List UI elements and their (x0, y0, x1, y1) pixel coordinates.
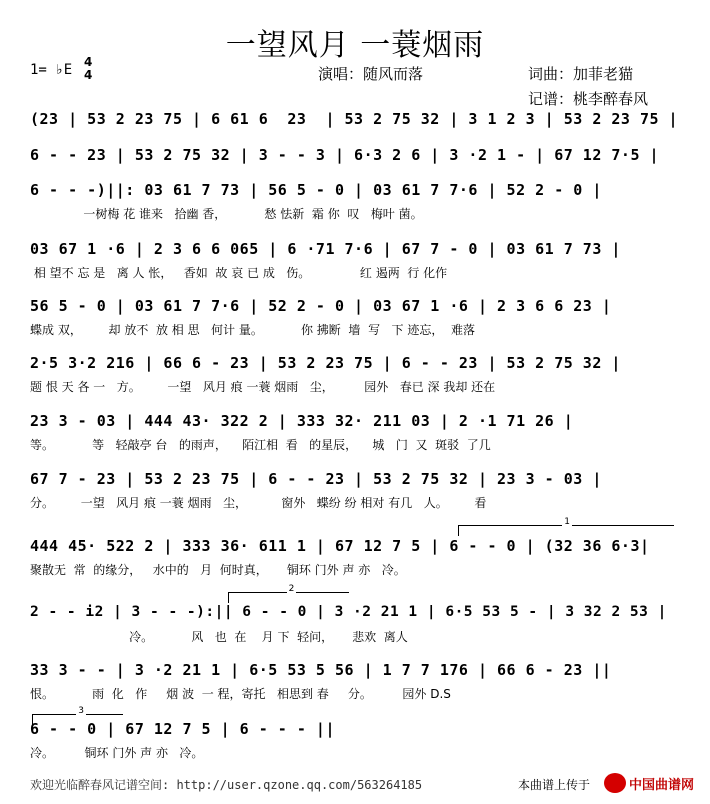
notes-line: 6 - - -)||: 03 61 7 73 | 56 5 - 0 | 03 61 7 7·6 | 52 2 - 0 | (30, 181, 602, 199)
lyrics-line: 题 恨 天 各 一 方。 一望 风月 痕 一蓑 烟雨 尘， 园外 春已 深 我却 还在 (30, 380, 496, 394)
notes-line: 33 3 - - | 3 ·2 21 1 | 6·5 53 5 56 | 1 7 7 176 | 66 6 - 23 || (30, 661, 612, 679)
notes-line: 23 3 - 03 | 444 43· 322 2 | 333 32· 211 03 | 2 ·1 71 26 | (30, 412, 574, 430)
lyrics-line: 一树梅 花 谁来 拾幽 香， 愁 怯新 霜 你 叹 梅叶 菌。 (30, 207, 423, 221)
singer-credit: 演唱：随风而落 (318, 65, 424, 83)
logo-mark-icon (604, 773, 626, 793)
lyrics-line: 聚散无 常 的缘分， 水中的 月 何时真， 铜环 门外 声 亦 冷。 (30, 563, 406, 577)
lyrics-line: 蝶成 双， 却 放不 放 相 思 何计 量。 你 拂断 墙 写 下 迹忘， 难落 (30, 323, 475, 337)
volta-2: 2 (228, 592, 349, 603)
lyrics-line: 冷。 风 也 在 月 下 轻问， 悲欢 离人 (30, 630, 408, 644)
notes-line: 67 7 - 23 | 53 2 23 75 | 6 - - 23 | 53 2 75 32 | 23 3 - 03 | (30, 470, 602, 488)
site-logo (604, 771, 696, 795)
notes-line: 444 45· 522 2 | 333 36· 611 1 | 67 12 7 5 | 6 - - 0 | (32 36 6·3| (30, 537, 650, 555)
notes-line: 6 - - 23 | 53 2 75 32 | 3 - - 3 | 6·3 2 6 | 3 ·2 1 - | 67 12 7·5 | (30, 146, 660, 164)
lyrics-line: 相 望不 忘 是 离 人 怅， 香如 故 哀 已 成 伤。 红 遏两 行 化作 (30, 266, 448, 280)
volta-3: 3 (32, 714, 123, 725)
notes-line: 56 5 - 0 | 03 61 7 7·6 | 52 2 - 0 | 03 67 1 ·6 | 2 3 6 6 23 | (30, 297, 612, 315)
volta-1: 1 (458, 525, 674, 536)
key-signature: 1= ♭E (30, 62, 73, 78)
meter-bottom: 4 (84, 68, 93, 82)
notes-line: 03 67 1 ·6 | 2 3 6 6 065 | 6 ·71 7·6 | 67 7 - 0 | 03 61 7 73 | (30, 240, 621, 258)
meter-top: 4 (84, 55, 93, 69)
footer-uploaded-to: 本曲谱上传于 (518, 778, 591, 792)
song-title: 一望风月 一蓑烟雨 (225, 28, 485, 63)
lyrics-line: 冷。 铜环 门外 声 亦 冷。 (30, 746, 204, 760)
notes-line: 2·5 3·2 216 | 66 6 - 23 | 53 2 23 75 | 6 - - 23 | 53 2 75 32 | (30, 354, 621, 372)
notes-line: 2 - - i2 | 3 - - -):|| 6 - - 0 | 3 ·2 21 1 | 6·5 53 5 - | 3 32 2 53 | (30, 604, 667, 620)
lyrics-line: 等。 等 轻敲亭 台 的雨声， 陌江相 看 的星辰， 城 门 又 斑驳 了几 (30, 438, 491, 452)
lyricist-credit: 词曲：加菲老猫 (528, 65, 634, 83)
notes-line: (23 | 53 2 23 75 | 6 61 6 23 | 53 2 75 32 | 3 1 2 3 | 53 2 23 75 | (30, 110, 679, 128)
transcriber-credit: 记谱：桃李醉春风 (528, 90, 649, 108)
footer-website: 欢迎光临醉春风记谱空间: http://user.qzone.qq.com/563264185 (30, 778, 423, 792)
logo-text: 中国曲谱网 (629, 778, 695, 793)
lyrics-line: 分。 一望 风月 痕 一蓑 烟雨 尘， 窗外 蝶纷 纷 相对 有几 人。 看 (30, 496, 487, 510)
lyrics-line: 恨。 雨 化 作 烟 波 一 程，寄托 相思到 春 分。 园外 D.S (30, 687, 451, 701)
notes-line: 6 - - 0 | 67 12 7 5 | 6 - - - || (30, 720, 335, 738)
time-signature (84, 56, 92, 82)
